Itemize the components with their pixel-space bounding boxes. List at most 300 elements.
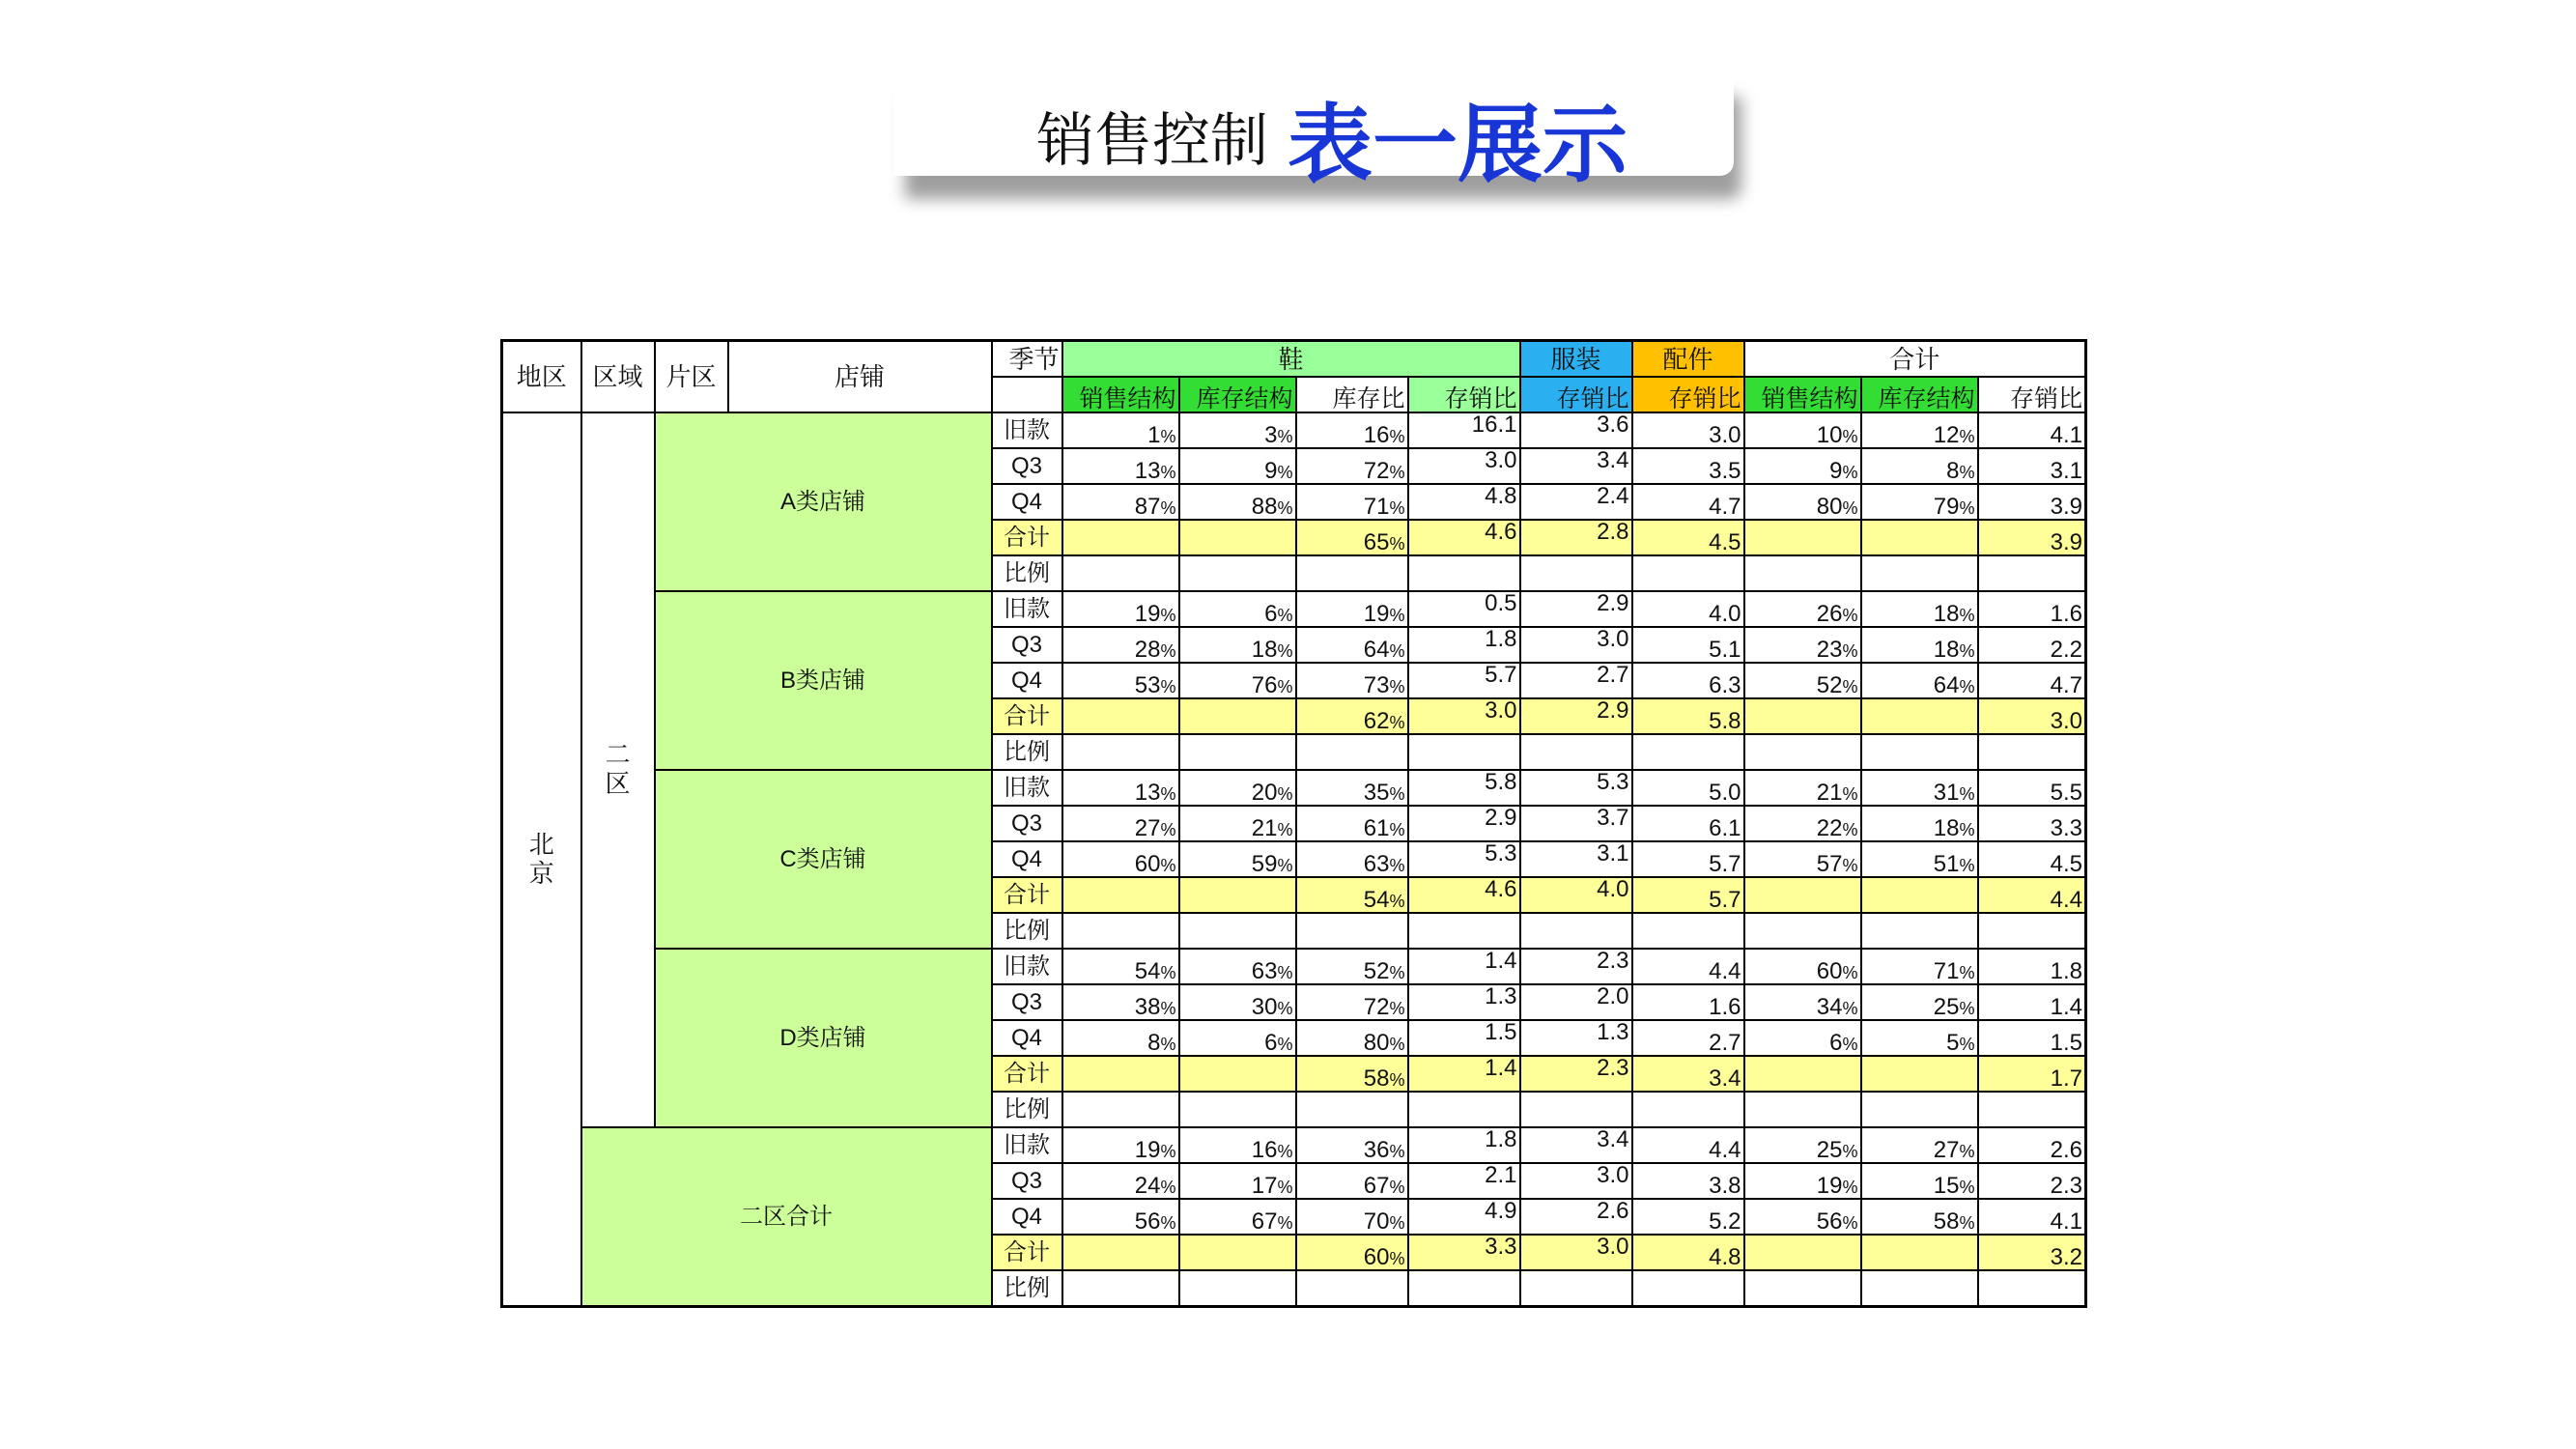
header-shoe-stock-structure: 库存结构 <box>1179 377 1296 412</box>
value-cell-s_sales <box>1062 734 1179 770</box>
percent-value: 58 <box>1363 1065 1390 1092</box>
percent-value: 64 <box>1363 637 1390 663</box>
percent-value: 60 <box>1363 1244 1390 1270</box>
percent-value: 71 <box>1363 494 1390 520</box>
value-cell-s_ratio <box>1296 555 1408 591</box>
percent-sign: % <box>1277 1035 1293 1054</box>
percent-sign: % <box>1959 784 1975 804</box>
value-cell-s_sell: 3.3 <box>1408 1235 1520 1270</box>
value-cell-s_sell: 1.5 <box>1408 1020 1520 1056</box>
percent-sign: % <box>1959 963 1975 982</box>
table-row <box>502 949 2086 984</box>
value-cell-t_stock <box>1861 1163 1978 1199</box>
value-cell-app: 2.0 <box>1520 984 1632 1020</box>
percent-value: 21 <box>1251 815 1278 841</box>
store-cell: 二区合计 <box>581 1127 992 1307</box>
value-cell-t_sales <box>1744 841 1861 877</box>
value-cell-s_sell <box>1408 555 1520 591</box>
value-cell-t_stock <box>1861 698 1978 734</box>
percent-value: 16 <box>1251 1137 1278 1163</box>
value-cell-t_sell: 5.5 <box>1978 770 2086 806</box>
value-cell-s_stock <box>1179 806 1296 841</box>
percent-value: 13 <box>1134 780 1161 806</box>
value-cell-s_sell: 1.3 <box>1408 984 1520 1020</box>
percent-sign: % <box>1277 999 1293 1018</box>
percent-value: 58 <box>1933 1208 1960 1235</box>
percent-sign: % <box>1959 999 1975 1018</box>
value-cell-app: 2.9 <box>1520 698 1632 734</box>
percent-value: 18 <box>1251 637 1278 663</box>
season-cell: Q4 <box>992 1020 1062 1056</box>
value-cell-s_stock <box>1179 412 1296 448</box>
percent-value: 24 <box>1134 1173 1161 1199</box>
value-cell-app: 1.3 <box>1520 1020 1632 1056</box>
percent-sign: % <box>1842 606 1858 625</box>
percent-sign: % <box>1389 1035 1405 1054</box>
percent-sign: % <box>1959 1142 1975 1161</box>
value-cell-s_stock <box>1179 841 1296 877</box>
title-normal: 销售控制 <box>1036 108 1268 173</box>
season-cell: 比例 <box>992 555 1062 591</box>
value-cell-t_sell: 2.6 <box>1978 1127 2086 1163</box>
value-cell-s_stock <box>1179 1163 1296 1199</box>
value-cell-t_sales <box>1744 1092 1861 1127</box>
value-cell-s_sales <box>1062 949 1179 984</box>
value-cell-s_sell: 1.4 <box>1408 949 1520 984</box>
header-shoe-sales-structure: 销售结构 <box>1062 377 1179 412</box>
value-cell-app <box>1520 1092 1632 1127</box>
percent-value: 25 <box>1816 1137 1843 1163</box>
value-cell-app: 4.0 <box>1520 877 1632 913</box>
value-cell-s_sell: 0.5 <box>1408 591 1520 627</box>
percent-sign: % <box>1277 677 1293 696</box>
percent-value: 80 <box>1363 1030 1390 1056</box>
percent-sign: % <box>1277 856 1293 875</box>
percent-value: 26 <box>1816 601 1843 627</box>
percent-value: 36 <box>1363 1137 1390 1163</box>
value-cell-s_sell <box>1408 1092 1520 1127</box>
value-cell-t_stock <box>1861 734 1978 770</box>
value-cell-s_ratio <box>1296 698 1408 734</box>
table-row <box>502 412 2086 448</box>
value-cell-s_stock <box>1179 1056 1296 1092</box>
percent-sign: % <box>1959 641 1975 661</box>
value-cell-acc: 2.7 <box>1632 1020 1744 1056</box>
value-cell-t_sales <box>1744 698 1861 734</box>
percent-value: 25 <box>1933 994 1960 1020</box>
header-total-stock-structure: 库存结构 <box>1861 377 1978 412</box>
season-cell: Q4 <box>992 1199 1062 1235</box>
area-label: 二区 <box>605 740 631 798</box>
value-cell-t_sell: 3.0 <box>1978 698 2086 734</box>
value-cell-app: 5.3 <box>1520 770 1632 806</box>
value-cell-t_sell: 4.5 <box>1978 841 2086 877</box>
value-cell-s_ratio <box>1296 913 1408 949</box>
percent-value: 60 <box>1816 958 1843 984</box>
percent-sign: % <box>1389 1070 1405 1090</box>
value-cell-t_sell: 1.5 <box>1978 1020 2086 1056</box>
percent-sign: % <box>1389 1142 1405 1161</box>
season-cell: Q4 <box>992 484 1062 520</box>
percent-sign: % <box>1842 1213 1858 1233</box>
percent-value: 34 <box>1816 994 1843 1020</box>
value-cell-t_sales <box>1744 555 1861 591</box>
percent-value: 38 <box>1134 994 1161 1020</box>
value-cell-s_stock <box>1179 1092 1296 1127</box>
store-cell: C类店铺 <box>655 770 992 949</box>
value-cell-t_sell: 4.7 <box>1978 663 2086 698</box>
value-cell-t_stock <box>1861 913 1978 949</box>
value-cell-t_sales <box>1744 591 1861 627</box>
value-cell-t_stock <box>1861 770 1978 806</box>
header-total-stock-sales-ratio: 存销比 <box>1978 377 2086 412</box>
percent-sign: % <box>1160 963 1176 982</box>
value-cell-s_ratio <box>1296 949 1408 984</box>
percent-sign: % <box>1389 1178 1405 1197</box>
value-cell-s_sell: 5.7 <box>1408 663 1520 698</box>
value-cell-t_stock <box>1861 1092 1978 1127</box>
percent-value: 21 <box>1816 780 1843 806</box>
value-cell-s_stock <box>1179 627 1296 663</box>
percent-sign: % <box>1277 784 1293 804</box>
percent-sign: % <box>1160 498 1176 518</box>
percent-value: 19 <box>1363 601 1390 627</box>
percent-value: 20 <box>1251 780 1278 806</box>
value-cell-app: 2.3 <box>1520 949 1632 984</box>
value-cell-s_ratio <box>1296 412 1408 448</box>
value-cell-s_sales <box>1062 877 1179 913</box>
season-cell: 合计 <box>992 1235 1062 1270</box>
percent-sign: % <box>1389 784 1405 804</box>
percent-value: 10 <box>1816 422 1843 448</box>
value-cell-s_stock <box>1179 984 1296 1020</box>
value-cell-t_sell: 4.4 <box>1978 877 2086 913</box>
percent-value: 8 <box>1147 1030 1161 1056</box>
percent-value: 88 <box>1251 494 1278 520</box>
value-cell-s_ratio <box>1296 520 1408 555</box>
percent-value: 16 <box>1363 422 1390 448</box>
value-cell-t_sales <box>1744 627 1861 663</box>
percent-sign: % <box>1842 963 1858 982</box>
value-cell-acc <box>1632 555 1744 591</box>
value-cell-t_stock <box>1861 841 1978 877</box>
percent-value: 19 <box>1816 1173 1843 1199</box>
percent-sign: % <box>1842 1035 1858 1054</box>
season-cell: Q4 <box>992 663 1062 698</box>
percent-value: 70 <box>1363 1208 1390 1235</box>
value-cell-acc <box>1632 1270 1744 1307</box>
value-cell-t_sales <box>1744 520 1861 555</box>
value-cell-s_stock <box>1179 949 1296 984</box>
header-season: 季节 <box>992 341 1062 378</box>
season-cell: 合计 <box>992 698 1062 734</box>
value-cell-s_sales <box>1062 770 1179 806</box>
store-cell: D类店铺 <box>655 949 992 1127</box>
percent-value: 61 <box>1363 815 1390 841</box>
value-cell-s_sales <box>1062 841 1179 877</box>
header-shoe-stock-ratio: 库存比 <box>1296 377 1408 412</box>
percent-value: 9 <box>1829 458 1843 484</box>
percent-value: 5 <box>1946 1030 1960 1056</box>
percent-sign: % <box>1389 641 1405 661</box>
value-cell-s_ratio <box>1296 1092 1408 1127</box>
header-accessories: 配件 <box>1632 341 1744 378</box>
value-cell-t_stock <box>1861 520 1978 555</box>
value-cell-t_sell <box>1978 734 2086 770</box>
value-cell-s_sell: 2.1 <box>1408 1163 1520 1199</box>
value-cell-acc: 6.1 <box>1632 806 1744 841</box>
percent-value: 71 <box>1933 958 1960 984</box>
value-cell-s_ratio <box>1296 1235 1408 1270</box>
season-cell: Q3 <box>992 806 1062 841</box>
percent-value: 51 <box>1933 851 1960 877</box>
value-cell-t_stock <box>1861 1199 1978 1235</box>
percent-value: 59 <box>1251 851 1278 877</box>
value-cell-s_sell: 5.3 <box>1408 841 1520 877</box>
percent-value: 28 <box>1134 637 1161 663</box>
percent-sign: % <box>1277 427 1293 446</box>
value-cell-t_stock <box>1861 448 1978 484</box>
value-cell-t_sell: 3.9 <box>1978 520 2086 555</box>
percent-sign: % <box>1959 463 1975 482</box>
value-cell-s_stock <box>1179 663 1296 698</box>
percent-value: 18 <box>1933 637 1960 663</box>
season-cell: 比例 <box>992 1270 1062 1307</box>
percent-sign: % <box>1160 1035 1176 1054</box>
season-cell: 比例 <box>992 734 1062 770</box>
season-cell: 旧款 <box>992 1127 1062 1163</box>
value-cell-s_ratio <box>1296 984 1408 1020</box>
value-cell-s_ratio <box>1296 806 1408 841</box>
percent-sign: % <box>1389 713 1405 732</box>
percent-value: 65 <box>1363 529 1390 555</box>
season-cell: 合计 <box>992 1056 1062 1092</box>
percent-value: 73 <box>1363 672 1390 698</box>
value-cell-app <box>1520 913 1632 949</box>
value-cell-s_stock <box>1179 1235 1296 1270</box>
header-shoe-stock-sales-ratio: 存销比 <box>1408 377 1520 412</box>
percent-sign: % <box>1959 677 1975 696</box>
percent-sign: % <box>1842 677 1858 696</box>
header-area: 区域 <box>581 341 655 413</box>
percent-sign: % <box>1389 534 1405 554</box>
value-cell-acc: 4.4 <box>1632 949 1744 984</box>
value-cell-s_stock <box>1179 555 1296 591</box>
percent-sign: % <box>1277 463 1293 482</box>
store-cell: B类店铺 <box>655 591 992 770</box>
percent-value: 17 <box>1251 1173 1278 1199</box>
percent-value: 13 <box>1134 458 1161 484</box>
value-cell-s_sell: 1.8 <box>1408 627 1520 663</box>
value-cell-t_stock <box>1861 591 1978 627</box>
region-label: 北京 <box>528 829 554 888</box>
value-cell-s_ratio <box>1296 734 1408 770</box>
percent-value: 23 <box>1816 637 1843 663</box>
percent-sign: % <box>1842 1142 1858 1161</box>
value-cell-t_sales <box>1744 412 1861 448</box>
value-cell-acc <box>1632 1092 1744 1127</box>
value-cell-t_stock <box>1861 1127 1978 1163</box>
percent-sign: % <box>1389 856 1405 875</box>
season-cell: Q3 <box>992 627 1062 663</box>
percent-value: 54 <box>1134 958 1161 984</box>
value-cell-acc <box>1632 913 1744 949</box>
value-cell-app: 3.4 <box>1520 448 1632 484</box>
value-cell-s_sales <box>1062 913 1179 949</box>
value-cell-s_ratio <box>1296 1020 1408 1056</box>
value-cell-s_ratio <box>1296 1199 1408 1235</box>
value-cell-s_sell: 16.1 <box>1408 412 1520 448</box>
value-cell-s_ratio <box>1296 1163 1408 1199</box>
value-cell-app: 3.0 <box>1520 1163 1632 1199</box>
area-cell <box>581 412 655 1127</box>
value-cell-s_ratio <box>1296 448 1408 484</box>
percent-value: 67 <box>1251 1208 1278 1235</box>
percent-value: 27 <box>1933 1137 1960 1163</box>
percent-sign: % <box>1959 856 1975 875</box>
value-cell-s_stock <box>1179 1199 1296 1235</box>
value-cell-s_stock <box>1179 484 1296 520</box>
header-total-sales-structure: 销售结构 <box>1744 377 1861 412</box>
header-shoes: 鞋 <box>1062 341 1520 378</box>
value-cell-s_sell: 4.8 <box>1408 484 1520 520</box>
percent-sign: % <box>1277 1178 1293 1197</box>
value-cell-t_stock <box>1861 877 1978 913</box>
value-cell-s_stock <box>1179 1020 1296 1056</box>
percent-value: 6 <box>1264 1030 1278 1056</box>
percent-value: 8 <box>1946 458 1960 484</box>
value-cell-acc: 4.4 <box>1632 1127 1744 1163</box>
value-cell-s_stock <box>1179 770 1296 806</box>
value-cell-app: 3.4 <box>1520 1127 1632 1163</box>
percent-value: 56 <box>1816 1208 1843 1235</box>
percent-value: 62 <box>1363 708 1390 734</box>
value-cell-t_sell: 3.3 <box>1978 806 2086 841</box>
value-cell-acc: 5.2 <box>1632 1199 1744 1235</box>
season-cell: Q3 <box>992 1163 1062 1199</box>
season-cell: Q4 <box>992 841 1062 877</box>
percent-value: 30 <box>1251 994 1278 1020</box>
value-cell-s_ratio <box>1296 591 1408 627</box>
header-accessory-stock-sales-ratio: 存销比 <box>1632 377 1744 412</box>
value-cell-app: 2.4 <box>1520 484 1632 520</box>
value-cell-app: 3.0 <box>1520 1235 1632 1270</box>
value-cell-t_sell: 2.2 <box>1978 627 2086 663</box>
value-cell-s_ratio <box>1296 841 1408 877</box>
value-cell-s_stock <box>1179 591 1296 627</box>
percent-value: 35 <box>1363 780 1390 806</box>
table-row <box>502 770 2086 806</box>
value-cell-app: 2.7 <box>1520 663 1632 698</box>
value-cell-s_sales <box>1062 412 1179 448</box>
season-cell: Q3 <box>992 984 1062 1020</box>
value-cell-s_sales <box>1062 1163 1179 1199</box>
table-row <box>502 591 2086 627</box>
value-cell-t_stock <box>1861 663 1978 698</box>
percent-value: 54 <box>1363 887 1390 913</box>
value-cell-acc: 4.7 <box>1632 484 1744 520</box>
percent-sign: % <box>1959 820 1975 839</box>
value-cell-acc: 5.7 <box>1632 841 1744 877</box>
value-cell-acc <box>1632 734 1744 770</box>
value-cell-s_ratio <box>1296 484 1408 520</box>
value-cell-s_sell <box>1408 1270 1520 1307</box>
value-cell-acc: 3.0 <box>1632 412 1744 448</box>
value-cell-acc: 4.0 <box>1632 591 1744 627</box>
value-cell-acc: 5.1 <box>1632 627 1744 663</box>
value-cell-t_stock <box>1861 484 1978 520</box>
percent-value: 72 <box>1363 458 1390 484</box>
value-cell-t_sales <box>1744 1199 1861 1235</box>
value-cell-acc: 5.7 <box>1632 877 1744 913</box>
value-cell-t_stock <box>1861 1235 1978 1270</box>
value-cell-s_ratio <box>1296 1127 1408 1163</box>
value-cell-t_sell <box>1978 555 2086 591</box>
percent-sign: % <box>1842 641 1858 661</box>
percent-value: 80 <box>1816 494 1843 520</box>
value-cell-s_sell <box>1408 913 1520 949</box>
value-cell-s_ratio <box>1296 627 1408 663</box>
percent-sign: % <box>1842 463 1858 482</box>
percent-value: 3 <box>1264 422 1278 448</box>
value-cell-s_sales <box>1062 1020 1179 1056</box>
value-cell-s_sell: 2.9 <box>1408 806 1520 841</box>
value-cell-s_sell: 4.9 <box>1408 1199 1520 1235</box>
value-cell-s_sell: 4.6 <box>1408 520 1520 555</box>
season-cell: 合计 <box>992 877 1062 913</box>
value-cell-s_sales <box>1062 806 1179 841</box>
value-cell-t_sell: 1.6 <box>1978 591 2086 627</box>
value-cell-t_sales <box>1744 1163 1861 1199</box>
percent-sign: % <box>1842 1178 1858 1197</box>
value-cell-t_sell <box>1978 913 2086 949</box>
percent-sign: % <box>1389 677 1405 696</box>
sales-control-table <box>500 339 2087 1308</box>
title-banner <box>893 70 1734 192</box>
value-cell-t_sales <box>1744 663 1861 698</box>
header-apparel-stock-sales-ratio: 存销比 <box>1520 377 1632 412</box>
percent-sign: % <box>1160 784 1176 804</box>
percent-sign: % <box>1160 677 1176 696</box>
percent-sign: % <box>1160 820 1176 839</box>
value-cell-s_sales <box>1062 591 1179 627</box>
title-bold: 表一展示 <box>1288 97 1628 192</box>
percent-sign: % <box>1959 1213 1975 1233</box>
percent-value: 9 <box>1264 458 1278 484</box>
value-cell-s_sell: 4.6 <box>1408 877 1520 913</box>
value-cell-s_sales <box>1062 448 1179 484</box>
value-cell-app: 3.7 <box>1520 806 1632 841</box>
value-cell-app <box>1520 734 1632 770</box>
value-cell-s_sell: 1.4 <box>1408 1056 1520 1092</box>
value-cell-t_sell: 1.4 <box>1978 984 2086 1020</box>
value-cell-s_sales <box>1062 627 1179 663</box>
percent-value: 53 <box>1134 672 1161 698</box>
percent-sign: % <box>1959 1035 1975 1054</box>
value-cell-t_sell: 3.1 <box>1978 448 2086 484</box>
percent-sign: % <box>1842 784 1858 804</box>
value-cell-t_sell: 2.3 <box>1978 1163 2086 1199</box>
percent-sign: % <box>1277 498 1293 518</box>
percent-value: 1 <box>1147 422 1161 448</box>
value-cell-t_sales <box>1744 1020 1861 1056</box>
value-cell-s_sales <box>1062 1235 1179 1270</box>
percent-sign: % <box>1842 999 1858 1018</box>
season-cell: Q3 <box>992 448 1062 484</box>
value-cell-s_ratio <box>1296 1056 1408 1092</box>
percent-value: 57 <box>1816 851 1843 877</box>
value-cell-s_stock <box>1179 520 1296 555</box>
